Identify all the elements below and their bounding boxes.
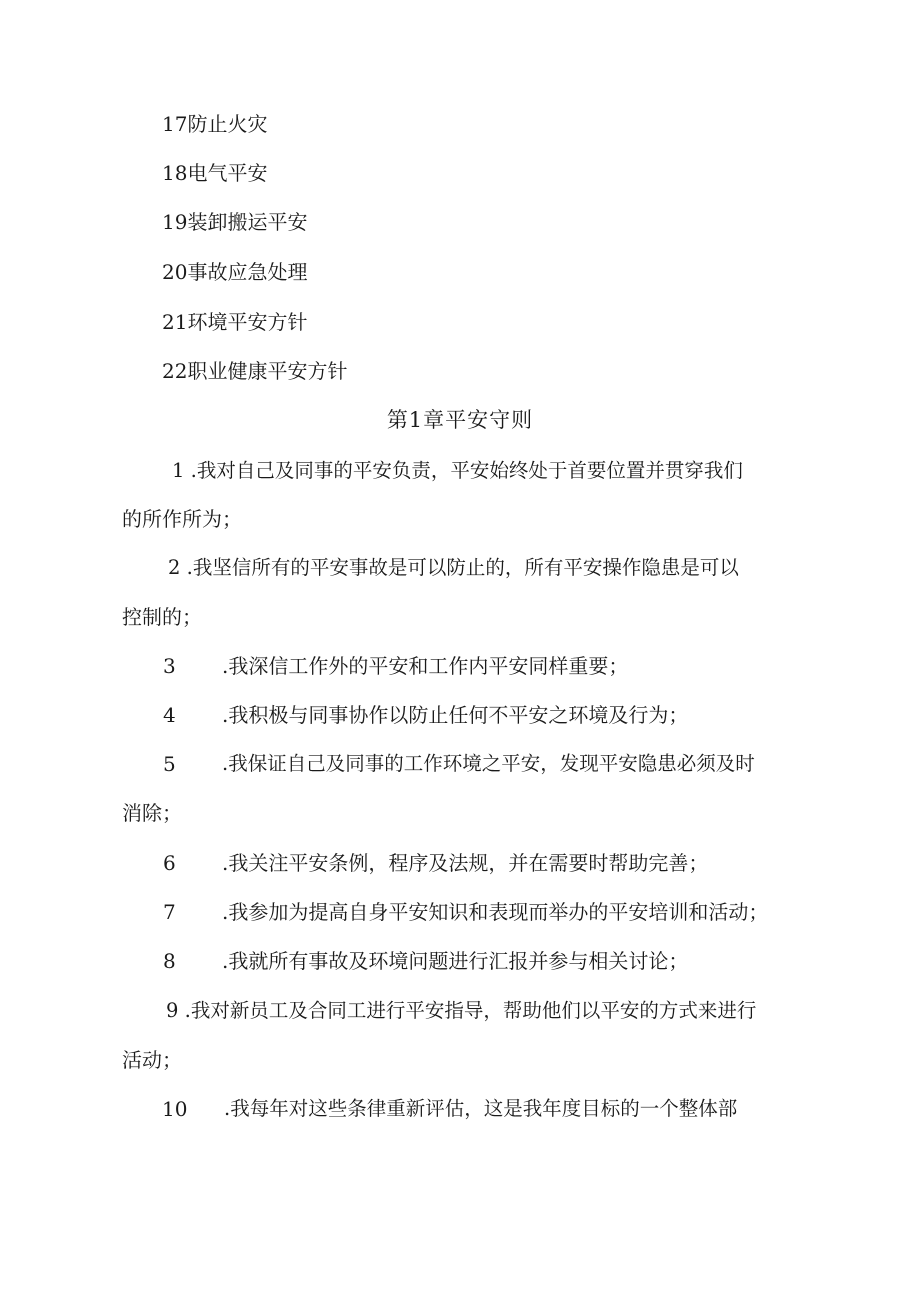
rule-9 <box>166 997 756 1025</box>
rule-text: .我就所有事故及环境问题进行汇报并参与相关讨论； <box>222 949 689 973</box>
chapter-title: 第1章平安守则 <box>386 408 534 432</box>
rule-number: 10 <box>162 1097 188 1121</box>
rule-1 <box>172 457 743 485</box>
rule-9-continuation: 活动； <box>122 1048 182 1072</box>
rule-number: 3 <box>163 654 176 678</box>
toc-item: 22职业健康平安方针 <box>162 359 348 383</box>
rule-number: 7 <box>163 900 176 924</box>
toc-item: 19装卸搬运平安 <box>162 210 308 234</box>
rule-text: .我对自己及同事的平安负责，平安始终处于首要位置并贯穿我们 <box>190 459 743 482</box>
toc-item: 18电气平安 <box>162 161 268 185</box>
rule-text: .我关注平安条例，程序及法规，并在需要时帮助完善； <box>222 851 709 875</box>
rule-number: 8 <box>163 949 176 973</box>
rule-number: 1 <box>172 459 185 482</box>
rule-text: .我积极与同事协作以防止任何不平安之环境及行为； <box>222 703 689 727</box>
rule-5-continuation: 消除； <box>122 801 182 825</box>
rule-text: .我参加为提高自身平安知识和表现而举办的平安培训和活动； <box>222 900 769 924</box>
rule-text: .我对新员工及合同工进行平安指导，帮助他们以平安的方式来进行 <box>184 999 757 1022</box>
rule-2-continuation: 控制的； <box>122 605 202 629</box>
rule-1-continuation: 的所作所为； <box>122 507 242 531</box>
toc-item: 17防止火灾 <box>162 112 268 136</box>
rule-number: 2 <box>168 556 181 579</box>
rule-number: 9 <box>166 999 179 1022</box>
rule-number: 6 <box>163 851 176 875</box>
rule-text: .我深信工作外的平安和工作内平安同样重要； <box>222 654 629 678</box>
rule-2 <box>168 554 739 582</box>
rule-number: 5 <box>163 752 176 776</box>
rule-text: .我坚信所有的平安事故是可以防止的，所有平安操作隐患是可以 <box>186 556 739 579</box>
rule-text: .我每年对这些条律重新评估，这是我年度目标的一个整体部 <box>224 1097 738 1120</box>
toc-item: 21环境平安方针 <box>162 310 308 334</box>
toc-item: 20事故应急处理 <box>162 260 308 284</box>
rule-text: .我保证自己及同事的工作环境之平安，发现平安隐患必须及时 <box>222 752 755 775</box>
rule-number: 4 <box>163 703 176 727</box>
